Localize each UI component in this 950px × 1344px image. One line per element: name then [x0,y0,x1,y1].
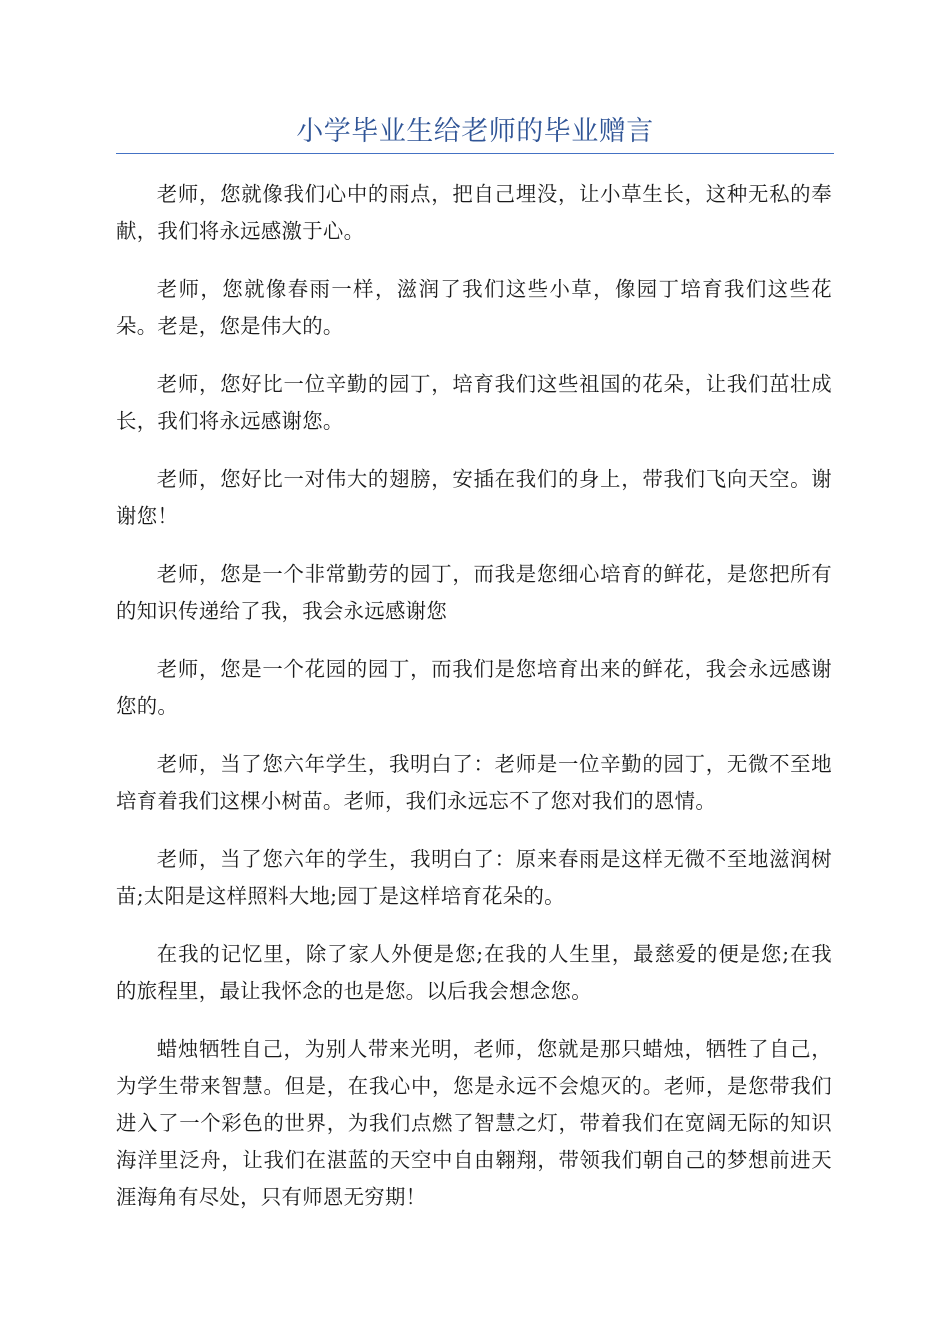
paragraph: 在我的记忆里，除了家人外便是您;在我的人生里，最慈爱的便是您;在我的旅程里，最让我怀念的也是您。以后我会想念您。 [116,942,832,1003]
paragraph: 老师，您是一个非常勤劳的园丁，而我是您细心培育的鲜花，是您把所有的知识传递给了我，我会永远感谢您 [116,562,832,623]
paragraph: 蜡烛牺牲自己，为别人带来光明，老师，您就是那只蜡烛，牺牲了自己，为学生带来智慧。但是，在我心中，您是永远不会熄灭的。老师，是您带我们进入了一个彩色的世界，为我们点燃了智慧之灯，带着我们在宽阔无际的知识海洋里泛舟，让我们在湛蓝的天空中自由翱翔，带领我们朝自己的梦想前进天涯海角有尽处，只有师恩无穷期！ [116,1037,832,1209]
paragraph: 老师，您就像我们心中的雨点，把自己埋没，让小草生长，这种无私的奉献，我们将永远感激于心。 [116,182,832,243]
document-title: 小学毕业生给老师的毕业赠言 [296,116,654,147]
paragraph: 老师，您好比一对伟大的翅膀，安插在我们的身上，带我们飞向天空。谢谢您！ [116,467,832,528]
paragraph: 老师，您就像春雨一样，滋润了我们这些小草，像园丁培育我们这些花朵。老是，您是伟大的。 [116,277,832,338]
paragraph: 老师，当了您六年学生，我明白了：老师是一位辛勤的园丁，无微不至地培育着我们这棵小树苗。老师，我们永远忘不了您对我们的恩情。 [116,752,832,813]
paragraph: 老师，当了您六年的学生，我明白了：原来春雨是这样无微不至地滋润树苗;太阳是这样照料大地;园丁是这样培育花朵的。 [116,847,832,908]
paragraph: 老师，您好比一位辛勤的园丁，培育我们这些祖国的花朵，让我们茁壮成长，我们将永远感谢您。 [116,372,832,433]
title-underline [116,153,834,154]
paragraph: 老师，您是一个花园的园丁，而我们是您培育出来的鲜花，我会永远感谢您的。 [116,657,832,718]
document-body [116,176,832,1237]
